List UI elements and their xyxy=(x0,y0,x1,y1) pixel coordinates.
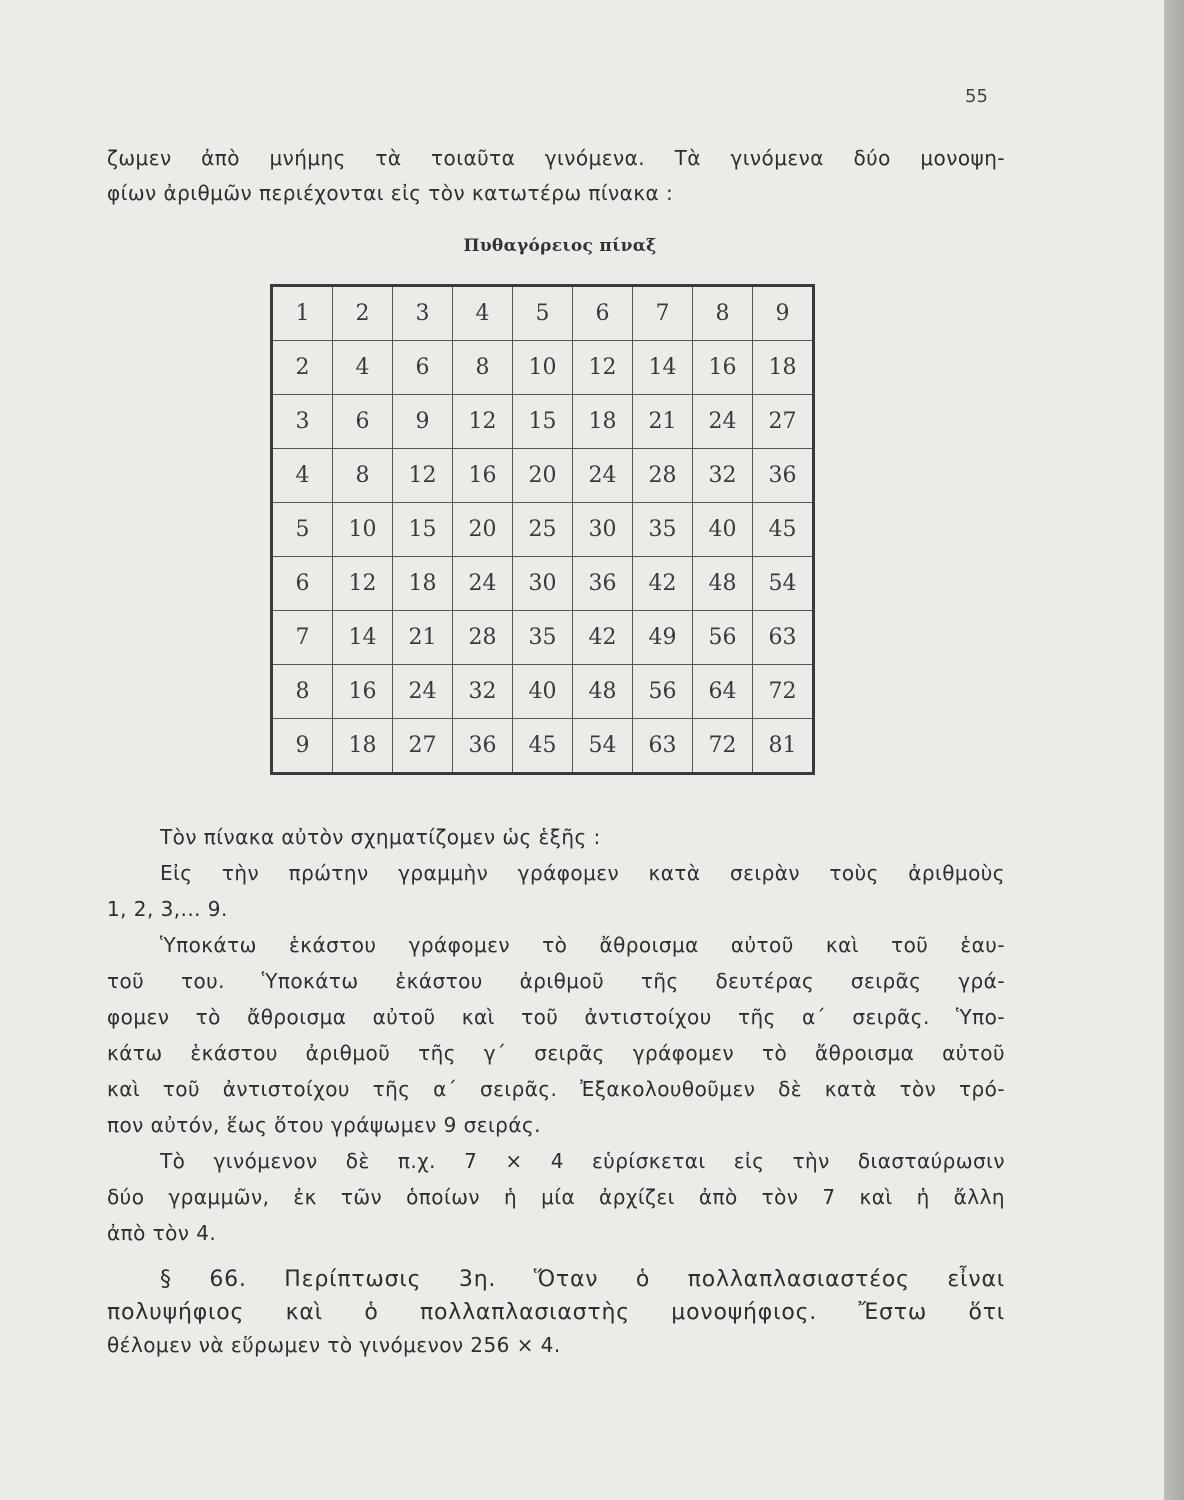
body-line-7: κάτω ἑκάστου ἀριθμοῦ τῆς γ΄ σειρᾶς γράφομεν τὸ ἄθροισμα αὐτοῦ xyxy=(107,1041,1005,1065)
table-cell: 10 xyxy=(333,503,393,557)
table-cell: 12 xyxy=(333,557,393,611)
table-cell: 30 xyxy=(573,503,633,557)
body-line-3: 1, 2, 3,... 9. xyxy=(107,897,228,921)
table-cell: 54 xyxy=(753,557,814,611)
body-line-10: Τὸ γινόμενον δὲ π.χ. 7 × 4 εὑρίσκεται εἰς τὴν διασταύρωσιν xyxy=(160,1149,1005,1173)
body-line-9: πον αὐτόν, ἕως ὅτου γράψωμεν 9 σειράς. xyxy=(107,1113,541,1137)
table-cell: 4 xyxy=(453,286,513,341)
table-cell: 20 xyxy=(513,449,573,503)
table-cell: 72 xyxy=(693,719,753,774)
table-caption: Πυθαγόρειος πίναξ xyxy=(463,236,657,256)
table-cell: 6 xyxy=(272,557,333,611)
table-cell: 27 xyxy=(393,719,453,774)
table-cell: 42 xyxy=(573,611,633,665)
body-line-1: Τὸν πίνακα αὐτὸν σχηματίζομεν ὡς ἑξῆς : xyxy=(160,825,601,849)
table-row xyxy=(272,503,814,557)
page-edge xyxy=(1164,0,1184,1500)
table-cell: 35 xyxy=(633,503,693,557)
table-row xyxy=(272,611,814,665)
table-cell: 30 xyxy=(513,557,573,611)
table-cell: 54 xyxy=(573,719,633,774)
table-cell: 24 xyxy=(453,557,513,611)
section-heading-line-2: πολυψήφιος καὶ ὁ πολλαπλασιαστὴς μονοψήφιος. Ἔστω ὅτι xyxy=(107,1300,1005,1325)
table-cell: 16 xyxy=(333,665,393,719)
section-line-3: θέλομεν νὰ εὕρωμεν τὸ γινόμενον 256 × 4. xyxy=(107,1333,561,1357)
table-cell: 9 xyxy=(393,395,453,449)
table-cell: 18 xyxy=(333,719,393,774)
table-cell: 7 xyxy=(633,286,693,341)
table-row xyxy=(272,286,814,341)
body-line-12: ἀπὸ τὸν 4. xyxy=(107,1221,217,1245)
table-cell: 18 xyxy=(393,557,453,611)
table-cell: 9 xyxy=(753,286,814,341)
table-cell: 18 xyxy=(573,395,633,449)
table-cell: 2 xyxy=(272,341,333,395)
table-cell: 32 xyxy=(693,449,753,503)
table-row xyxy=(272,665,814,719)
table-cell: 25 xyxy=(513,503,573,557)
table-row xyxy=(272,449,814,503)
table-cell: 21 xyxy=(393,611,453,665)
table-cell: 36 xyxy=(753,449,814,503)
table-cell: 12 xyxy=(453,395,513,449)
table-cell: 27 xyxy=(753,395,814,449)
page-number: 55 xyxy=(965,86,988,107)
table-cell: 16 xyxy=(693,341,753,395)
table-cell: 8 xyxy=(272,665,333,719)
body-line-8: καὶ τοῦ ἀντιστοίχου τῆς α΄ σειρᾶς. Ἐξακολουθοῦμεν δὲ κατὰ τὸν τρό- xyxy=(107,1077,1005,1101)
table-cell: 63 xyxy=(753,611,814,665)
intro-line-2: φίων ἀριθμῶν περιέχονται εἰς τὸν κατωτέρω πίνακα : xyxy=(107,181,674,205)
table-cell: 12 xyxy=(393,449,453,503)
table-cell: 6 xyxy=(573,286,633,341)
table-cell: 48 xyxy=(693,557,753,611)
table-row xyxy=(272,719,814,774)
table-cell: 45 xyxy=(753,503,814,557)
table-cell: 24 xyxy=(393,665,453,719)
table-cell: 15 xyxy=(393,503,453,557)
table-cell: 81 xyxy=(753,719,814,774)
intro-line-1: ζωμεν ἀπὸ μνήμης τὰ τοιαῦτα γινόμενα. Τὰ γινόμενα δύο μονοψη- xyxy=(107,146,1005,170)
table-cell: 15 xyxy=(513,395,573,449)
table-cell: 18 xyxy=(753,341,814,395)
table-cell: 14 xyxy=(333,611,393,665)
body-line-4: Ὑποκάτω ἑκάστου γράφομεν τὸ ἄθροισμα αὐτοῦ καὶ τοῦ ἑαυ- xyxy=(160,933,1005,957)
table-cell: 56 xyxy=(693,611,753,665)
table-cell: 16 xyxy=(453,449,513,503)
table-cell: 8 xyxy=(453,341,513,395)
body-line-6: φομεν τὸ ἄθροισμα αὐτοῦ καὶ τοῦ ἀντιστοίχου τῆς α΄ σειρᾶς. Ὑπο- xyxy=(107,1005,1005,1029)
table-cell: 2 xyxy=(333,286,393,341)
table-cell: 9 xyxy=(272,719,333,774)
table-cell: 45 xyxy=(513,719,573,774)
table-cell: 4 xyxy=(333,341,393,395)
table-cell: 8 xyxy=(693,286,753,341)
table-cell: 48 xyxy=(573,665,633,719)
table-cell: 24 xyxy=(573,449,633,503)
table-cell: 36 xyxy=(573,557,633,611)
table-cell: 1 xyxy=(272,286,333,341)
table-cell: 49 xyxy=(633,611,693,665)
table-row xyxy=(272,395,814,449)
table-cell: 8 xyxy=(333,449,393,503)
table-cell: 10 xyxy=(513,341,573,395)
table-cell: 12 xyxy=(573,341,633,395)
table-cell: 35 xyxy=(513,611,573,665)
table-cell: 6 xyxy=(333,395,393,449)
table-row xyxy=(272,341,814,395)
table-cell: 3 xyxy=(393,286,453,341)
body-line-11: δύο γραμμῶν, ἐκ τῶν ὁποίων ἡ μία ἀρχίζει ἀπὸ τὸν 7 καὶ ἡ ἄλλη xyxy=(107,1185,1005,1209)
table-cell: 32 xyxy=(453,665,513,719)
table-cell: 28 xyxy=(633,449,693,503)
section-heading-line-1: § 66. Περίπτωσις 3η. Ὅταν ὁ πολλαπλασιαστέος εἶναι xyxy=(160,1267,1005,1292)
table-cell: 72 xyxy=(753,665,814,719)
body-line-2: Εἰς τὴν πρώτην γραμμὴν γράφομεν κατὰ σειρὰν τοὺς ἀριθμοὺς xyxy=(160,861,1005,885)
table-row xyxy=(272,557,814,611)
table-cell: 6 xyxy=(393,341,453,395)
table-cell: 40 xyxy=(513,665,573,719)
table-cell: 3 xyxy=(272,395,333,449)
table-cell: 4 xyxy=(272,449,333,503)
table-cell: 14 xyxy=(633,341,693,395)
table-cell: 63 xyxy=(633,719,693,774)
body-line-5: τοῦ του. Ὑποκάτω ἑκάστου ἀριθμοῦ τῆς δευτέρας σειρᾶς γρά- xyxy=(107,969,1005,993)
pythagorean-table xyxy=(270,284,815,775)
table-cell: 24 xyxy=(693,395,753,449)
table-cell: 28 xyxy=(453,611,513,665)
table-cell: 36 xyxy=(453,719,513,774)
table-cell: 42 xyxy=(633,557,693,611)
table-cell: 7 xyxy=(272,611,333,665)
table-cell: 20 xyxy=(453,503,513,557)
table-cell: 64 xyxy=(693,665,753,719)
table-cell: 5 xyxy=(272,503,333,557)
table-cell: 40 xyxy=(693,503,753,557)
table-cell: 5 xyxy=(513,286,573,341)
table-cell: 56 xyxy=(633,665,693,719)
table-cell: 21 xyxy=(633,395,693,449)
